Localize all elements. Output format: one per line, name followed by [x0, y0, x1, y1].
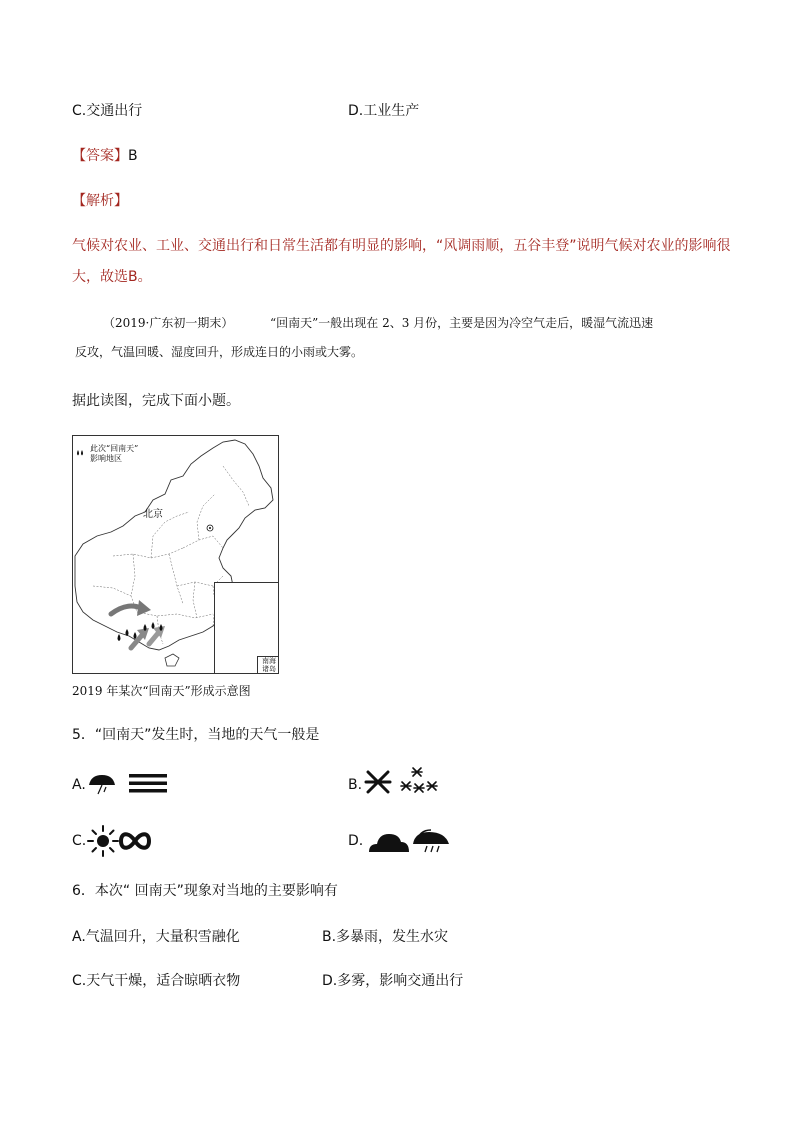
q5-stem: 5．“回南天”发生时，当地的天气一般是 — [72, 727, 320, 743]
q5-option-a-label: A. — [72, 777, 86, 793]
q5-option-d-label: D. — [348, 833, 364, 849]
q6-option-a: A.气温回升，大量积雪融化 — [72, 929, 240, 945]
q6-option-b: B.多暴雨，发生水灾 — [322, 929, 449, 945]
map-figure — [72, 435, 279, 674]
analysis-tag: 【解析】 — [72, 193, 128, 209]
cloudy-to-rain-icon — [367, 822, 457, 858]
q6-option-c: C.天气干燥，适合晾晒衣物 — [72, 973, 241, 989]
legend-line-1: 此次“回南天” — [90, 444, 139, 453]
passage-line-1: “回南天”一般出现在 2、3 月份，主要是因为冷空气走后，暖湿气流迅速 — [270, 316, 654, 330]
q5-option-c-label: C. — [72, 833, 87, 849]
inset-label-line-2: 诸岛 — [262, 665, 276, 673]
inset-label — [257, 656, 279, 674]
instruction: 据此读图，完成下面小题。 — [72, 393, 240, 409]
answer-tag: 【答案】 — [72, 148, 128, 164]
legend-line-2: 影响地区 — [90, 454, 122, 463]
q6-stem: 6．本次“ 回南天”现象对当地的主要影响有 — [72, 883, 338, 899]
snow-icon — [362, 766, 442, 798]
rain-fog-icon — [87, 768, 169, 798]
option-c: C.交通出行 — [72, 103, 143, 119]
passage-line-2: 反攻，气温回暖、湿度回升，形成连日的小雨或大雾。 — [75, 345, 364, 359]
option-d: D.工业生产 — [348, 103, 420, 119]
passage-source: （2019·广东初一期末） — [103, 316, 234, 330]
figure-caption: 2019 年某次“回南天”形成示意图 — [72, 684, 251, 698]
inset-frame — [214, 582, 279, 674]
answer-value: B — [128, 148, 138, 164]
map-legend — [76, 444, 138, 464]
q5-option-b-label: B. — [348, 777, 363, 793]
sunny-haze-icon — [87, 824, 157, 858]
answer-line — [72, 147, 138, 165]
city-label: 北京 — [143, 509, 163, 520]
q6-option-d: D.多雾，影响交通出行 — [322, 973, 464, 989]
inset-label-line-1: 南海 — [262, 657, 276, 665]
analysis-line-2: 大，故选B。 — [72, 269, 152, 285]
analysis-line-1: 气候对农业、工业、交通出行和日常生活都有明显的影响，“风调雨顺，五谷丰登”说明气候对农业的影响很 — [72, 238, 731, 254]
